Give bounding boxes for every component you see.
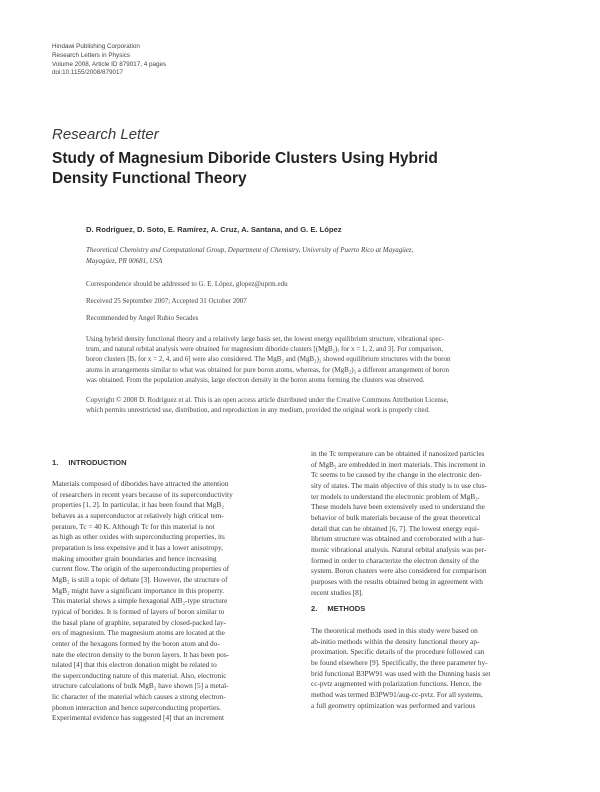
abstract-line: Using hybrid density functional theory and a relatively large basis set, the lowest energy equilibrium structure, vibrational spec-: [86, 335, 445, 343]
body-line: structure calculations of bulk MgB₂ have shown [5] a metal-: [52, 681, 229, 691]
abstract: [86, 334, 556, 385]
body-line: formed in order to characterize the electron density of the: [311, 555, 479, 565]
methods-text: [311, 626, 551, 711]
body-line: phonon interaction and hence superconducting properties.: [52, 702, 221, 712]
body-line: of MgB₂ are embedded in inert materials. This increment in: [311, 459, 486, 469]
body-line: monic vibrational analysis. Natural orbital analysis was per-: [311, 544, 487, 554]
body-line: typical of borides. It is formed of layers of boron similar to: [52, 606, 225, 616]
body-line: of researchers in recent years because of its superconductivity: [52, 489, 233, 499]
body-line: cc-pvtz augmented with polarization functions. Hence, the: [311, 679, 482, 689]
body-line: as high as other oxides with superconducting properties, its: [52, 532, 225, 542]
body-line: sity of states. The main objective of this study is to use clus-: [311, 480, 487, 490]
body-line: behavior of bulk materials because of the great theoretical: [311, 512, 481, 522]
abstract-line: was obtained. From the population analysis, large electron density in the boron atoms forming the clusters was observed.: [86, 375, 425, 384]
right-column-continuation: [311, 449, 551, 598]
publisher: Hindawi Publishing Corporation: [52, 43, 140, 50]
body-line: center of the hexagons formed by the boron atom and do-: [52, 638, 220, 648]
author-list: D. Rodríguez, D. Soto, E. Ramírez, A. Cruz, A. Santana, and G. E. López: [86, 225, 342, 234]
section-heading-methods: [311, 604, 365, 613]
section-heading-introduction: [52, 458, 127, 467]
body-line: in the Tc temperature can be obtained if nanosized particles: [311, 449, 485, 458]
title-line-2: Density Functional Theory: [52, 170, 247, 187]
recommended-by: Recommended by Angel Rubio Secades: [86, 314, 199, 322]
body-line: system. Boron clusters were also considered for comparison: [311, 566, 487, 576]
body-line: the basal plane of graphite, separated by closed-packed lay-: [52, 617, 227, 627]
body-line: properties [1, 2]. In particular, it has been found that MgB₂: [52, 500, 224, 510]
body-line: lic character of the material which causes a strong electron-: [52, 692, 226, 702]
journal-header: [52, 43, 166, 78]
section-number: 1.: [52, 458, 59, 467]
body-line: This material shows a simple hexagonal AlB₂-type structure: [52, 596, 228, 606]
affiliation-line-2: Mayagüez, PR 00681, USA: [86, 257, 163, 265]
body-line: MgB₂ is still a topic of debate [3]. However, the structure of: [52, 574, 228, 584]
body-line: preparation is less expensive and it has a lower anisotropy,: [52, 542, 223, 552]
body-line: ter models to understand the electronic problem of MgB₂.: [311, 491, 480, 501]
body-line: be found elsewhere [9]. Specifically, the three parameter hy-: [311, 657, 488, 667]
left-column-text: [52, 479, 292, 724]
abstract-line: atoms in arrangements similar to what was obtained for pure boron atoms, whereas, for (MgB₂)₃ a different arrangement of boron: [86, 365, 450, 374]
body-line: proximation. Specific details of the procedure followed can: [311, 647, 485, 657]
abstract-line: trum, and natural orbital analysis were obtained for magnesium diboride clusters [(MgB₂)ₓ for x = 1, 2, and 3]. For comparison,: [86, 345, 443, 354]
affiliation: [86, 245, 556, 267]
title-line-1: Study of Magnesium Diboride Clusters Using Hybrid: [52, 150, 438, 167]
section-title: INTRODUCTION: [68, 458, 127, 467]
body-line: These models have been extensively used to understand the: [311, 502, 485, 512]
body-line: making smoother grain boundaries and hence increasing: [52, 553, 217, 563]
body-line: Experimental evidence has suggested [4] that an increment: [52, 713, 225, 723]
body-line: perature, Tc = 40 K. Although Tc for this material is not: [52, 521, 215, 531]
abstract-line: boron clusters [Bₓ for x = 2, 4, and 6] were also considered. The MgB₂ and (MgB₂)₂ showed equilibrium structures with the boron: [86, 355, 451, 364]
body-line: ab-initio methods within the density functional theory ap-: [311, 636, 480, 646]
journal-doi: doi:10.1155/2008/879017: [52, 69, 123, 77]
copyright-line: which permits unrestricted use, distribution, and reproduction in any medium, provided the original work is properly cited.: [86, 406, 430, 415]
journal-name: Research Letters in Physics: [52, 51, 131, 59]
body-line: ers of magnesium. The magnesium atoms are located at the: [52, 628, 225, 638]
body-line: a full geometry optimization was performed and various: [311, 700, 476, 710]
correspondence: Correspondence should be addressed to G. E. López, glopez@uprm.edu: [86, 280, 288, 288]
body-line: detail that can be obtained [6, 7]. The lowest energy equi-: [311, 523, 480, 533]
body-line: Materials composed of diborides have attracted the attention: [52, 479, 229, 488]
body-line: purposes with the results obtained being in agreement with: [311, 576, 483, 586]
body-line: the superconducting nature of this material. Also, electronic: [52, 670, 227, 680]
body-line: recent studies [8].: [311, 587, 364, 597]
body-line: librium structure was obtained and corroborated with a har-: [311, 534, 485, 544]
body-line: The theoretical methods used in this study were based on: [311, 626, 478, 635]
body-line: MgB₂ might have a significant importance in this property.: [52, 585, 225, 595]
body-line: behaves as a superconductor at relatively high critical tem-: [52, 510, 224, 520]
section-title: METHODS: [327, 604, 366, 613]
section-number: 2.: [311, 604, 318, 613]
article-type: Research Letter: [52, 126, 159, 143]
affiliation-line-1: Theoretical Chemistry and Computational Group, Department of Chemistry, University of Puerto Rico at Mayagüez,: [86, 246, 414, 254]
body-line: brid functional B3PW91 was used with the Dunning basis set: [311, 668, 491, 678]
body-line: tulated [4] that this electron donation might be related to: [52, 660, 217, 670]
body-line: nate the electron density to the boron layers. It has been pos-: [52, 649, 230, 659]
copyright-notice: [86, 395, 556, 415]
received-dates: Received 25 September 2007; Accepted 31 October 2007: [86, 297, 247, 305]
copyright-line: Copyright © 2008 D. Rodríguez et al. This is an open access article distributed under the Creative Commons Attribution License,: [86, 396, 449, 404]
journal-volume: Volume 2008, Article ID 879017, 4 pages: [52, 60, 167, 68]
body-line: current flow. The origin of the superconducting properties of: [52, 564, 230, 574]
body-line: method was termed B3PW91/aug-cc-pvtz. For all systems,: [311, 689, 483, 699]
article-title: [52, 149, 532, 189]
body-line: Tc seems to be caused by the change in the electronic den-: [311, 470, 482, 480]
